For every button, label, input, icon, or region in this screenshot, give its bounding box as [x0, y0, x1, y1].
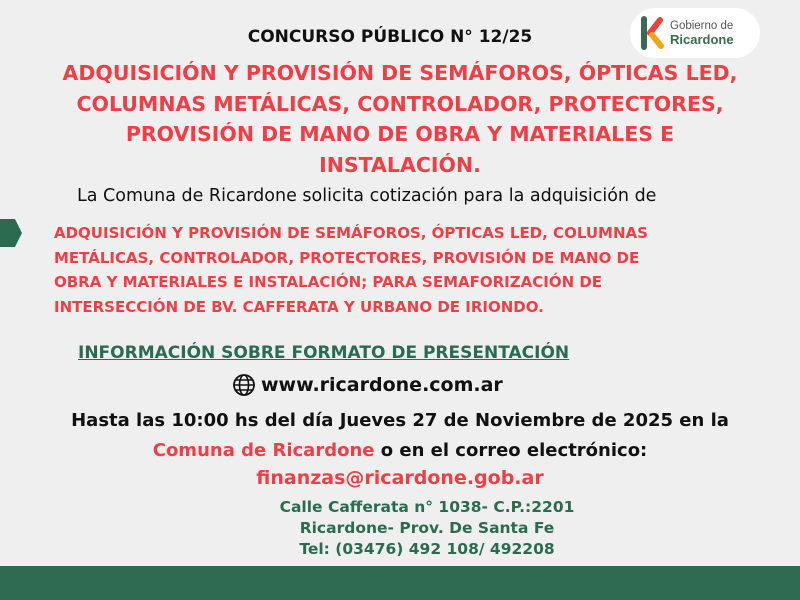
scope-line: ADQUISICIÓN Y PROVISIÓN DE SEMÁFOROS, ÓPTICAS LED, COLUMNAS — [54, 224, 648, 242]
headline-line: ADQUISICIÓN Y PROVISIÓN DE SEMÁFOROS, ÓPTICAS LED, — [62, 61, 738, 85]
headline-line: PROVISIÓN DE MANO DE OBRA Y MATERIALES E — [125, 122, 675, 146]
municipality-logo — [630, 8, 760, 58]
address-block — [227, 497, 627, 560]
deadline-line1: Hasta las 10:00 hs del día Jueves 27 de Noviembre de 2025 en la — [71, 410, 729, 431]
footer-band — [0, 566, 800, 600]
contact-email[interactable]: finanzas@ricardone.gob.ar — [256, 467, 544, 489]
address-line: Calle Cafferata n° 1038- C.P.:2201 — [279, 498, 575, 516]
headline-line: INSTALACIÓN. — [319, 152, 481, 177]
headline-line: COLUMNAS METÁLICAS, CONTROLADOR, PROTECTORES, — [76, 91, 724, 116]
globe-icon — [232, 373, 256, 397]
scope-line: OBRA Y MATERIALES E INSTALACIÓN; PARA SEMAFORIZACIÓN DE — [54, 273, 603, 291]
scope-description — [54, 221, 648, 319]
address-line: Ricardone- Prov. De Santa Fe — [299, 519, 555, 537]
side-marker — [0, 219, 22, 247]
deadline-place: Comuna de Ricardone — [152, 440, 375, 461]
contest-title: CONCURSO PÚBLICO N° 12/25 — [247, 27, 533, 47]
intro-text: La Comuna de Ricardone solicita cotización para la adquisición de — [77, 186, 657, 206]
deadline-line2: o en el correo electrónico: — [374, 440, 648, 461]
ricardone-logo-icon — [640, 16, 666, 50]
website-row — [232, 373, 503, 397]
deadline-text — [0, 406, 800, 466]
logo-text-line2: Ricardone — [670, 32, 734, 47]
scope-line: METÁLICAS, CONTROLADOR, PROTECTORES, PROVISIÓN DE MANO DE — [54, 248, 640, 267]
format-info-heading: INFORMACIÓN SOBRE FORMATO DE PRESENTACIÓN — [78, 343, 570, 363]
website-link[interactable]: www.ricardone.com.ar — [261, 374, 503, 396]
scope-line: INTERSECCIÓN DE BV. CAFFERATA Y URBANO DE IRIONDO. — [54, 297, 544, 316]
address-line: Tel: (03476) 492 108/ 492208 — [299, 540, 555, 558]
headline — [0, 58, 800, 180]
logo-text-line1: Gobierno de — [670, 20, 734, 32]
